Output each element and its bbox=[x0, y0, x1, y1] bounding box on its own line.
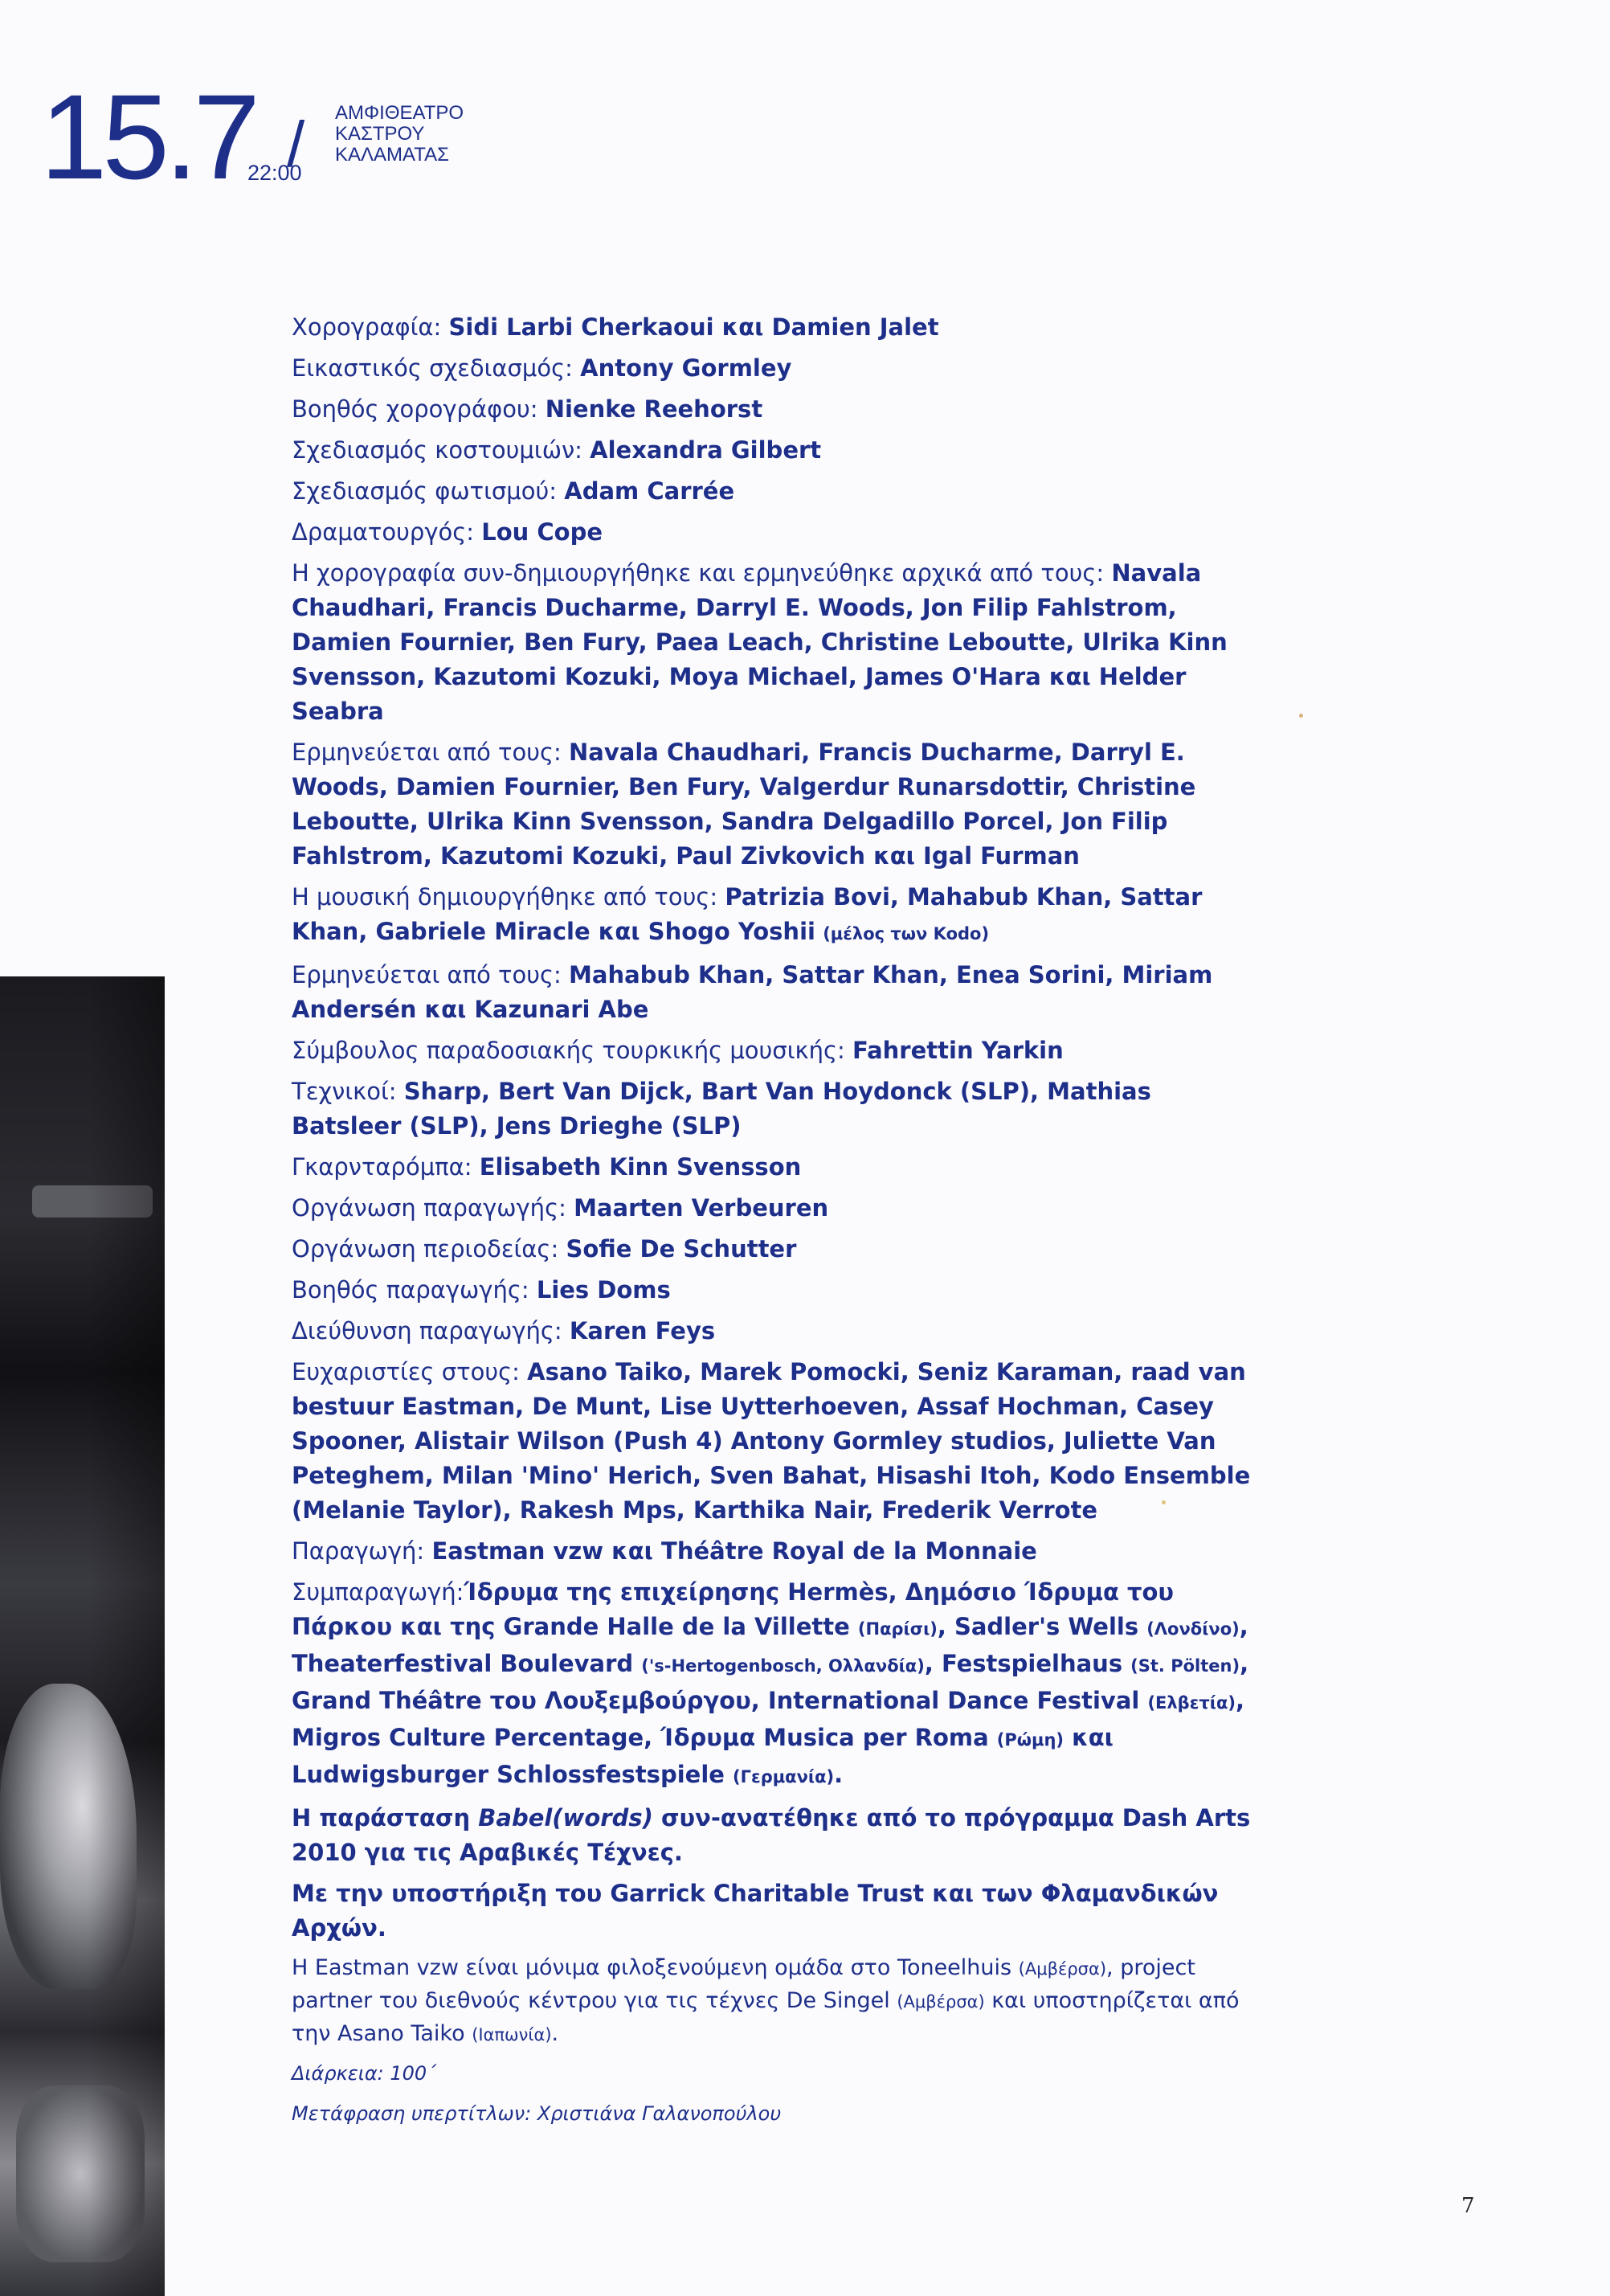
credit-value: Eastman vzw και Théâtre Royal de la Monnaie bbox=[431, 1537, 1037, 1565]
credit-label: Σύμβουλος παραδοσιακής τουρκικής μουσικής: bbox=[292, 1037, 845, 1064]
credit-production bbox=[292, 1534, 1256, 1569]
credit-costume-design bbox=[292, 433, 1256, 468]
credit-original-cast bbox=[292, 556, 1256, 729]
production-title: Babel(words) bbox=[478, 1804, 653, 1831]
dash-arts-note: Η παράσταση Babel(words) συν-ανατέθηκε από το πρόγραμμα Dash Arts 2010 για τις Αραβικές Τέχνες. bbox=[292, 1804, 1251, 1866]
print-speck bbox=[1299, 714, 1303, 718]
performance-photo-strip bbox=[0, 976, 165, 2296]
credit-value: Lou Cope bbox=[481, 518, 603, 546]
credit-coproduction bbox=[292, 1575, 1256, 1795]
credit-value: Sofie De Schutter bbox=[566, 1235, 797, 1263]
credit-lighting-design bbox=[292, 474, 1256, 509]
credit-label: Δραματουργός: bbox=[292, 518, 475, 546]
credit-label: Οργάνωση περιοδείας: bbox=[292, 1235, 559, 1263]
credit-production-organization bbox=[292, 1191, 1256, 1226]
credit-wardrobe bbox=[292, 1150, 1256, 1185]
credit-label: Ερμηνεύεται από τους: bbox=[292, 739, 562, 766]
credit-value: Maarten Verbeuren bbox=[574, 1194, 829, 1222]
credit-label: Ερμηνεύεται από τους: bbox=[292, 961, 562, 988]
credit-label: Ευχαριστίες στους: bbox=[292, 1358, 520, 1385]
header-separator: / bbox=[287, 108, 305, 180]
credit-value: Lies Doms bbox=[536, 1276, 671, 1304]
credit-label: Οργάνωση παραγωγής: bbox=[292, 1194, 566, 1222]
credit-tour-organization bbox=[292, 1232, 1256, 1267]
venue-line: ΑΜΦΙΘΕΑΤΡΟ bbox=[335, 102, 464, 124]
page-number: 7 bbox=[1461, 2194, 1475, 2218]
credit-technicians bbox=[292, 1074, 1256, 1144]
credit-value: Elisabeth Kinn Svensson bbox=[479, 1153, 802, 1181]
credit-value: Asano Taiko, Marek Pomocki, Seniz Karaman, raad van bestuur Eastman, De Munt, Lise Uytterhoeven, Assaf Hochman, Casey Spooner, Alistair Wilson (Push 4) Antony Gormley studios, Juliette Van Peteghem, Milan 'Mino' Herich, Sven Bahat, Hisashi Itoh, Kodo Ensemble (Melanie Taylor), Rakesh Mps, Karthika Nair, Frederik Verrote bbox=[292, 1358, 1251, 1524]
credit-value: Karen Feys bbox=[569, 1317, 716, 1344]
credit-thanks bbox=[292, 1355, 1256, 1528]
support-note: Με την υποστήριξη του Garrick Charitable Trust και των Φλαμανδικών Αρχών. bbox=[292, 1880, 1219, 1942]
credit-production-manager bbox=[292, 1314, 1256, 1349]
credit-music-advisor bbox=[292, 1033, 1256, 1068]
credit-label: Σχεδιασμός φωτισμού: bbox=[292, 477, 558, 505]
credit-value: Sharp, Bert Van Dijck, Bart Van Hoydonck (SLP), Mathias Batsleer (SLP), Jens Drieghe (SLP) bbox=[292, 1078, 1151, 1140]
credit-label: Χορογραφία: bbox=[292, 313, 442, 341]
credit-music-composers bbox=[292, 880, 1256, 952]
credit-label: Γκαρνταρόμπα: bbox=[292, 1153, 472, 1181]
credit-choreography bbox=[292, 310, 1256, 345]
credit-value: Antony Gormley bbox=[580, 354, 792, 382]
credit-value: Nienke Reehorst bbox=[545, 395, 763, 423]
credit-value: Patrizia Bovi, Mahabub Khan, Sattar Khan, Gabriele Miracle και Shogo Yoshii bbox=[292, 883, 1203, 945]
performance-time: 22:00 bbox=[247, 161, 302, 185]
eastman-note: Η Eastman vzw είναι μόνιμα φιλοξενούμενη ομάδα στο Toneelhuis (Αμβέρσα), project partner του διεθνούς κέντρου για τις τέχνες De Singel (Αμβέρσα) και υποστηρίζεται από την Asano Taiko (Ιαπωνία). bbox=[292, 1955, 1240, 2046]
photo-shadow bbox=[88, 976, 165, 2296]
credit-dramaturg bbox=[292, 515, 1256, 550]
credit-label: Σχεδιασμός κοστουμιών: bbox=[292, 436, 582, 464]
credit-value: Sidi Larbi Cherkaoui και Damien Jalet bbox=[448, 313, 939, 341]
venue-name bbox=[335, 103, 544, 166]
print-speck bbox=[1162, 1500, 1166, 1504]
credit-value: Alexandra Gilbert bbox=[590, 436, 822, 464]
duration: Διάρκεια: 100΄ bbox=[292, 2062, 437, 2085]
credit-label: Η μουσική δημιουργήθηκε από τους: bbox=[292, 883, 718, 911]
credit-label: Τεχνικοί: bbox=[292, 1078, 397, 1105]
credit-visual-design bbox=[292, 351, 1256, 386]
credit-music-performers bbox=[292, 958, 1256, 1027]
credit-label: Εικαστικός σχεδιασμός: bbox=[292, 354, 573, 382]
subtitles-translation: Μετάφραση υπερτίτλων: Χριστιάνα Γαλανοπούλου bbox=[292, 2102, 782, 2125]
credit-production-assistant bbox=[292, 1273, 1256, 1308]
credit-value: Adam Carrée bbox=[564, 477, 735, 505]
credit-value: Navala Chaudhari, Francis Ducharme, Darryl E. Woods, Jon Filip Fahlstrom, Damien Fournier, Ben Fury, Paea Leach, Christine Leboutte, Ulrika Kinn Svensson, Kazutomi Kozuki, Moya Michael, James O'Hara και Helder Seabra bbox=[292, 559, 1228, 725]
credit-assistant-choreographer bbox=[292, 392, 1256, 427]
credit-value: Ίδρυμα της επιχείρησης Hermès, Δημόσιο Ίδρυμα του Πάρκου και της Grande Halle de la Villette (Παρίσι), Sadler's Wells (Λονδίνο), Theaterfestival Boulevard ('s-Hertogenbosch, Ολλανδία), Festspielhaus (St. Pölten), Grand Théâtre του Λουξεμβούργου, International Dance Festival (Ελβετία), Migros Culture Percentage, Ίδρυμα Musica per Roma (Ρώμη) και Ludwigsburger Schlossfestspiele (Γερμανία). bbox=[292, 1578, 1249, 1788]
venue-line: ΚΑΣΤΡΟΥ bbox=[335, 123, 425, 145]
venue-line: ΚΑΛΑΜΑΤΑΣ bbox=[335, 144, 449, 166]
credit-label: Διεύθυνση παραγωγής: bbox=[292, 1317, 562, 1344]
credit-value: Navala Chaudhari, Francis Ducharme, Darryl E. Woods, Damien Fournier, Ben Fury, Valgerdur Runarsdottir, Christine Leboutte, Ulrika Kinn Svensson, Sandra Delgadillo Porcel, Jon Filip Fahlstrom, Kazutomi Kozuki, Paul Zivkovich και Igal Furman bbox=[292, 739, 1196, 870]
credit-label: Παραγωγή: bbox=[292, 1537, 425, 1565]
credit-label: Βοηθός χορογράφου: bbox=[292, 395, 538, 423]
credit-cast bbox=[292, 735, 1256, 874]
credits-list bbox=[292, 310, 1256, 2139]
credit-value: Mahabub Khan, Sattar Khan, Enea Sorini, Miriam Andersén και Kazunari Abe bbox=[292, 961, 1213, 1023]
performance-date: 15.7 bbox=[40, 69, 255, 204]
credit-label: Βοηθός παραγωγής: bbox=[292, 1276, 529, 1304]
credit-label: Η χορογραφία συν-δημιουργήθηκε και ερμηνεύθηκε αρχικά από τους: bbox=[292, 559, 1105, 587]
credit-value: Fahrettin Yarkin bbox=[852, 1037, 1064, 1064]
credit-label: Συμπαραγωγή: bbox=[292, 1578, 464, 1606]
credit-note: (μέλος των Kodo) bbox=[823, 924, 990, 943]
